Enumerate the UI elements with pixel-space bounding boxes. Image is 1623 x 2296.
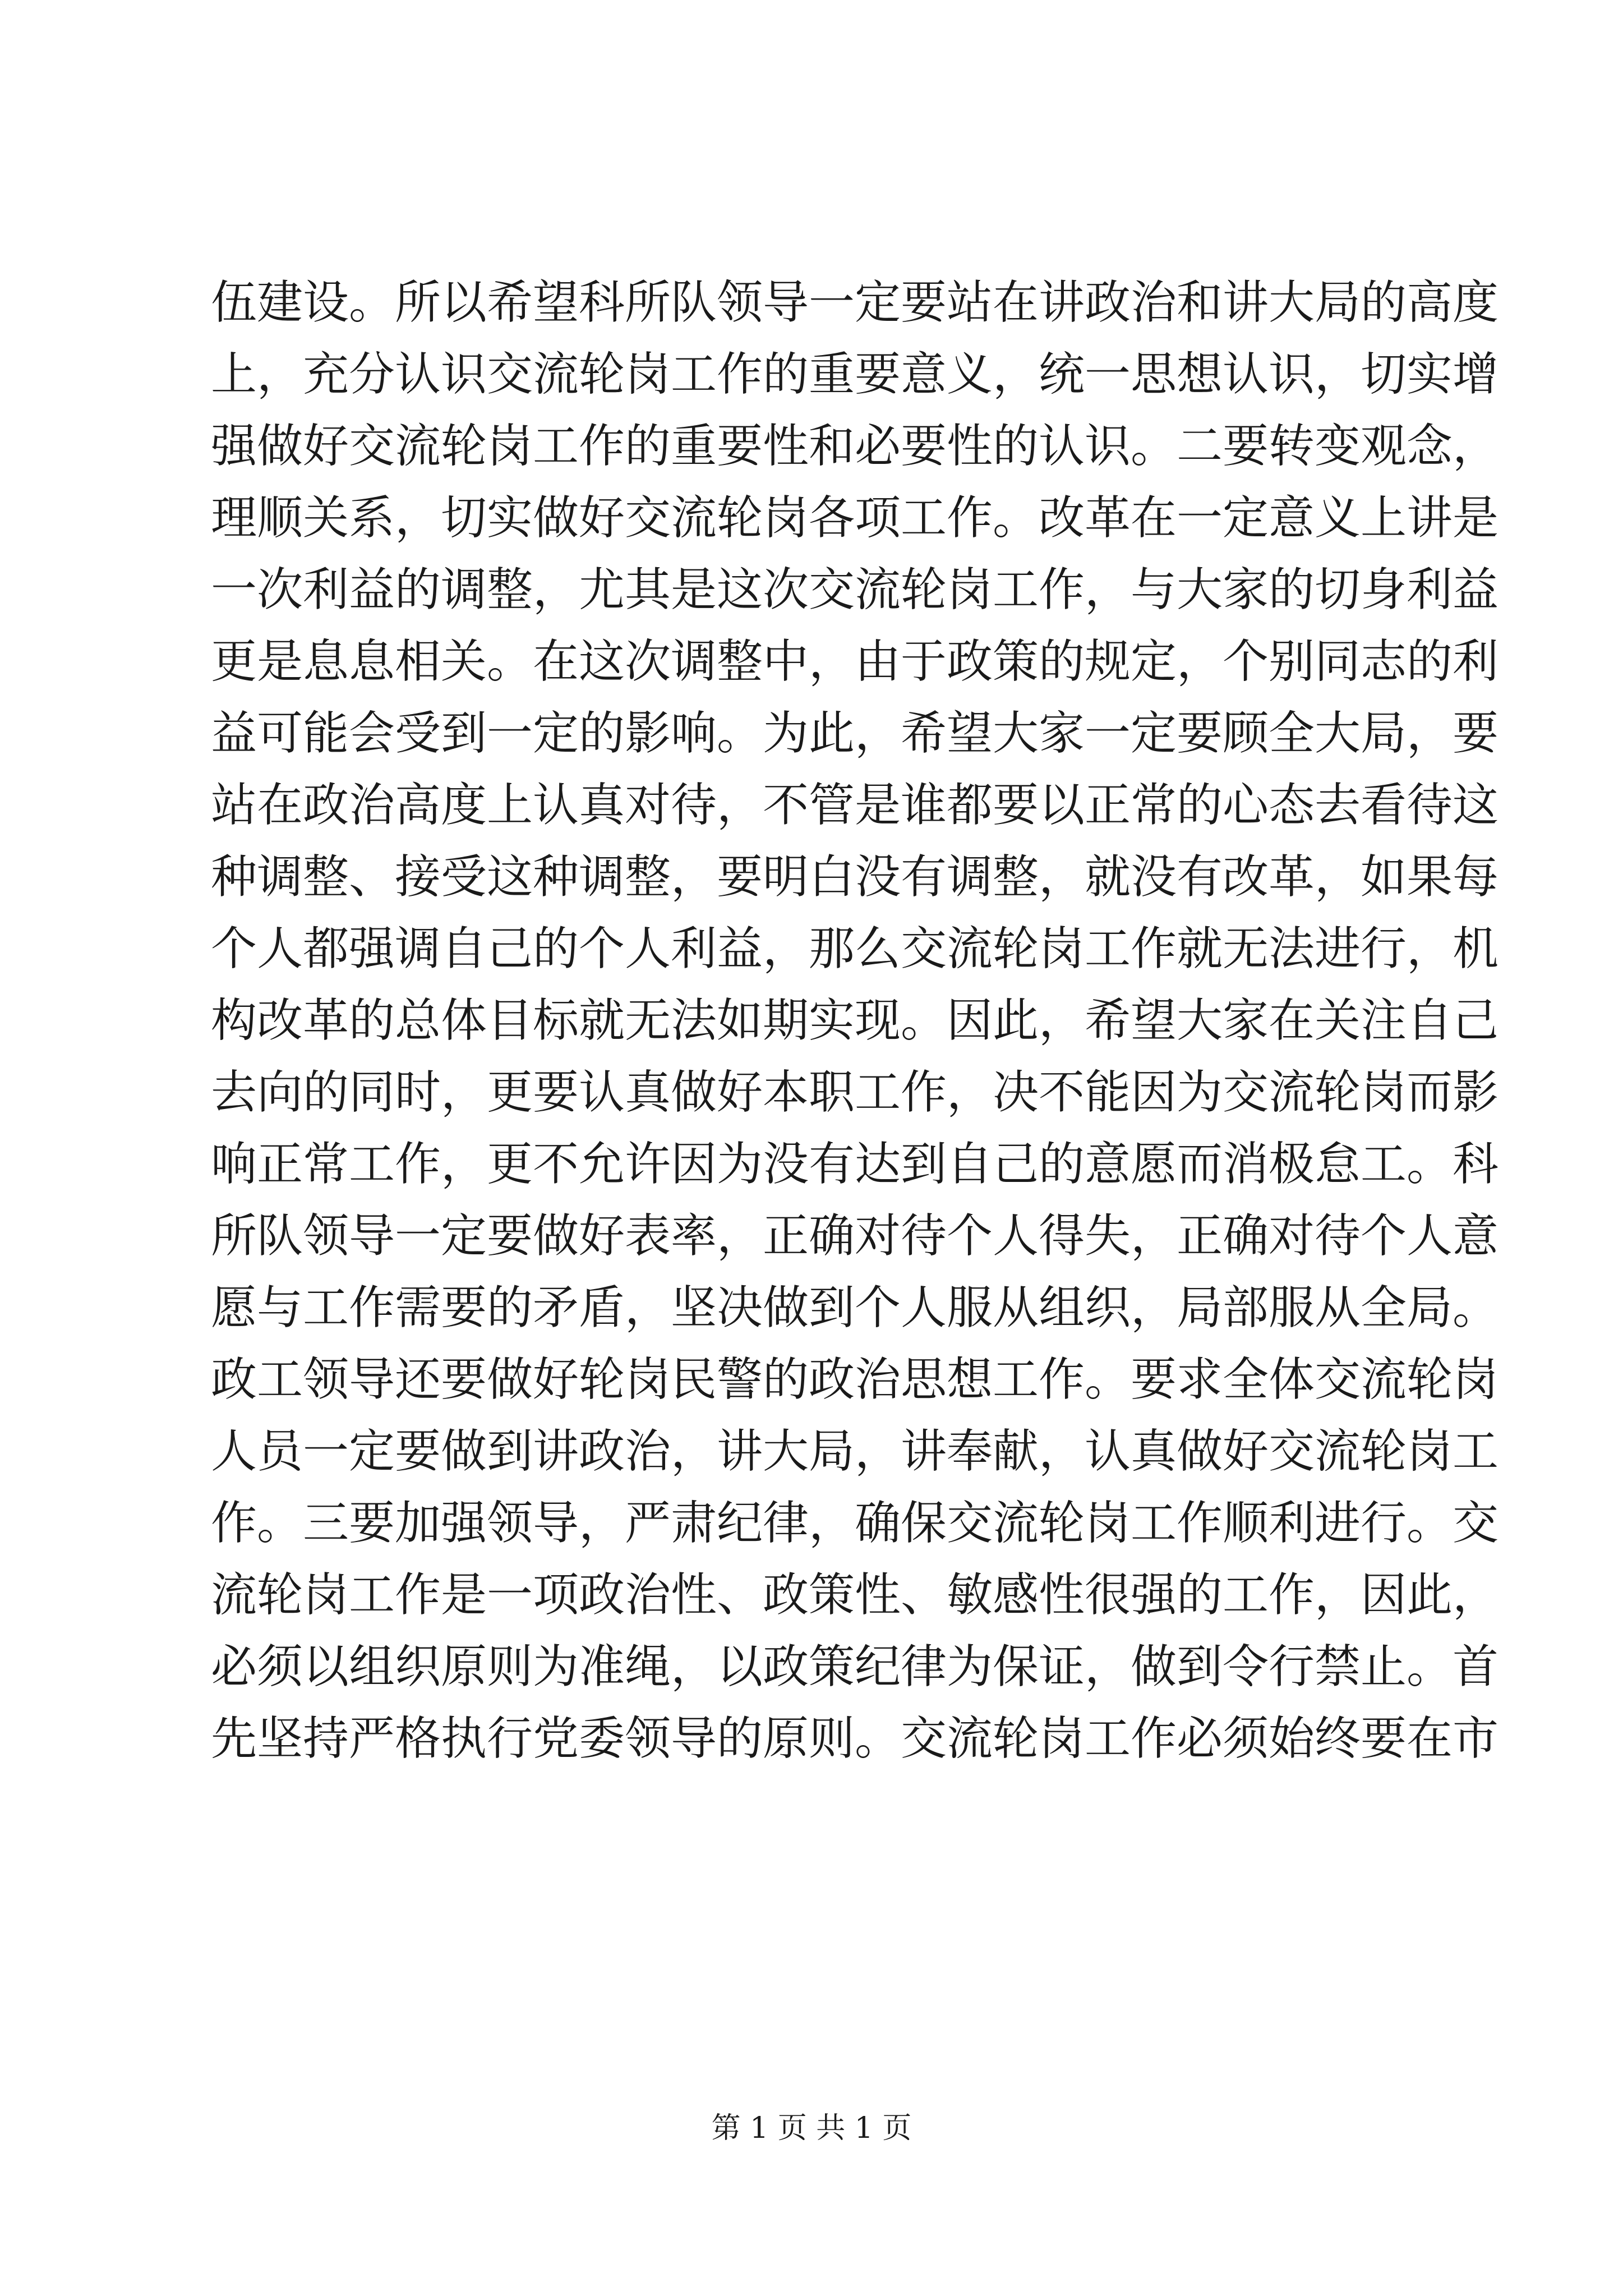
text-line: 去向的同时，更要认真做好本职工作，决不能因为交流轮岗而影 [211, 1066, 1499, 1119]
text-line: 构改革的总体目标就无法如期实现。因此，希望大家在关注自己 [211, 994, 1499, 1047]
text-line: 流轮岗工作是一项政治性、政策性、敏感性很强的工作，因此， [211, 1568, 1499, 1622]
text-line: 强做好交流轮岗工作的重要性和必要性的认识。二要转变观念， [211, 420, 1499, 473]
body-text [211, 267, 1499, 1775]
text-line: 站在政治高度上认真对待，不管是谁都要以正常的心态去看待这 [211, 779, 1499, 832]
text-line: 种调整、接受这种调整，要明白没有调整，就没有改革，如果每 [211, 850, 1499, 904]
text-line: 先坚持严格执行党委领导的原则。交流轮岗工作必须始终要在市 [211, 1712, 1499, 1765]
text-line: 人员一定要做到讲政治，讲大局，讲奉献，认真做好交流轮岗工 [211, 1425, 1499, 1478]
page-footer [0, 2110, 1623, 2146]
text-line: 益可能会受到一定的影响。为此，希望大家一定要顾全大局，要 [211, 707, 1499, 760]
text-line: 一次利益的调整，尤其是这次交流轮岗工作，与大家的切身利益 [211, 563, 1499, 616]
text-line: 更是息息相关。在这次调整中，由于政策的规定，个别同志的利 [211, 635, 1499, 688]
text-line: 伍建设。所以希望科所队领导一定要站在讲政治和讲大局的高度 [211, 276, 1499, 329]
text-line: 愿与工作需要的矛盾，坚决做到个人服从组织，局部服从全局。 [211, 1281, 1499, 1335]
page-number-label: 第 1 页 共 1 页 [711, 2111, 912, 2145]
text-line: 响正常工作，更不允许因为没有达到自己的意愿而消极怠工。科 [211, 1138, 1499, 1191]
text-line: 必须以组织原则为准绳，以政策纪律为保证，做到令行禁止。首 [211, 1640, 1499, 1694]
text-line: 个人都强调自己的个人利益，那么交流轮岗工作就无法进行，机 [211, 922, 1499, 976]
text-line: 所队领导一定要做好表率，正确对待个人得失，正确对待个人意 [211, 1209, 1499, 1263]
text-line: 理顺关系，切实做好交流轮岗各项工作。改革在一定意义上讲是 [211, 491, 1499, 545]
text-line: 作。三要加强领导，严肃纪律，确保交流轮岗工作顺利进行。交 [211, 1497, 1499, 1550]
text-line: 政工领导还要做好轮岗民警的政治思想工作。要求全体交流轮岗 [211, 1353, 1499, 1406]
text-line: 上，充分认识交流轮岗工作的重要意义，统一思想认识，切实增 [211, 348, 1499, 401]
